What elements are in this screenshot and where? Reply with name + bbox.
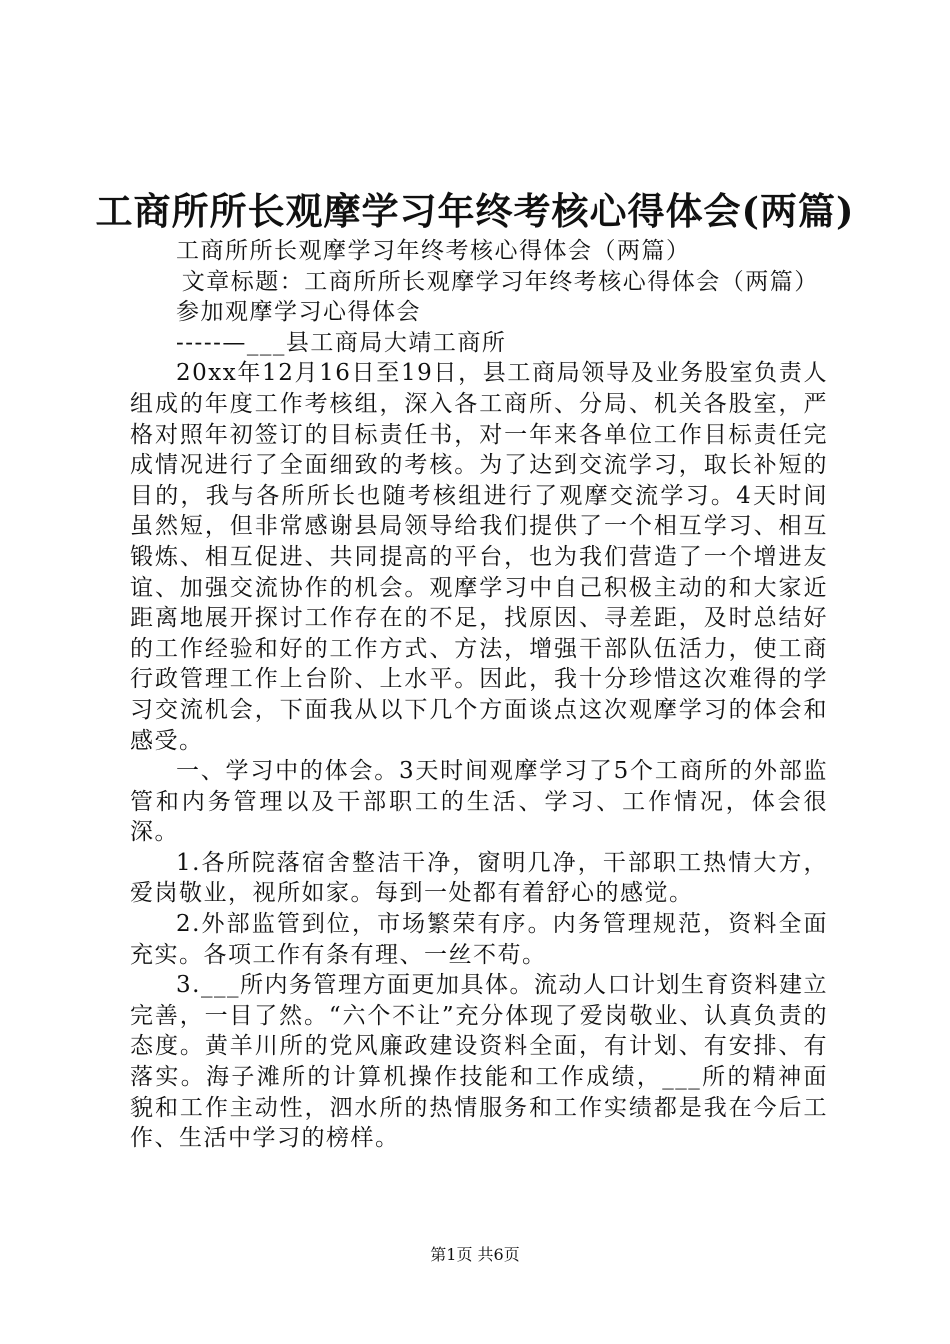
page-footer: 第1页 共6页 <box>430 1245 520 1264</box>
paragraph-author: -----—___县工商局大靖工商所 <box>176 329 507 356</box>
paragraph-intro: 20xx年12月16日至19日，县工商局领导及业务股室负责人组成的年度工作考核组，深入各工商所、分局、机关各股室，严格对照年初签订的目标责任书，对一年来各单位工作目标责任完成情况进行了全面细致的考核。为了达到交流学习，取长补短的目的，我与各所所长也随考核组进行了观摩交流学习。4天时间虽然短，但非常感谢县局领导给我们提供了一个相互学习、相互锻炼、相互促进、共同提高的平台，也为我们营造了一个增进友谊、加强交流协作的机会。观摩学习中自己积极主动的和大家近距离地展开探讨工作存在的不足，找原因、寻差距，及时总结好的工作经验和好的工作方式、方法，增强干部队伍活力，使工商行政管理工作上台阶、上水平。因此，我十分珍惜这次难得的学习交流机会，下面我从以下几个方面谈点这次观摩学习的体会和感受。 <box>130 360 828 754</box>
paragraph-article-title: 文章标题：工商所所长观摩学习年终考核心得体会（两篇） <box>181 268 819 295</box>
paragraph-heading: 参加观摩学习心得体会 <box>176 299 421 326</box>
document-title: 工商所所长观摩学习年终考核心得体会(两篇) <box>95 189 855 233</box>
paragraph-item-2: 2.外部监管到位，市场繁荣有序。内务管理规范，资料全面充实。各项工作有条有理、一丝不苟。 <box>130 911 828 968</box>
paragraph-item-3: 3.___所内务管理方面更加具体。流动人口计划生育资料建立完善，一目了然。“六个不让”充分体现了爱岗敬业、认真负责的态度。黄羊川所的党风廉政建设资料全面，有计划、有安排、有落实。海子滩所的计算机操作技能和工作成绩，___所的精神面貌和工作主动性，泗水所的热情服务和工作实绩都是我在今后工作、生活中学习的榜样。 <box>130 972 828 1152</box>
paragraph-item-1: 1.各所院落宿舍整洁干净，窗明几净，干部职工热情大方，爱岗敬业，视所如家。每到一处都有着舒心的感觉。 <box>130 849 828 907</box>
document-body <box>130 236 828 1154</box>
paragraph-section-one: 一、学习中的体会。3天时间观摩学习了5个工商所的外部监管和内务管理以及干部职工的生活、学习、工作情况，体会很深。 <box>130 758 828 846</box>
paragraph-subtitle: 工商所所长观摩学习年终考核心得体会（两篇） <box>176 238 691 264</box>
